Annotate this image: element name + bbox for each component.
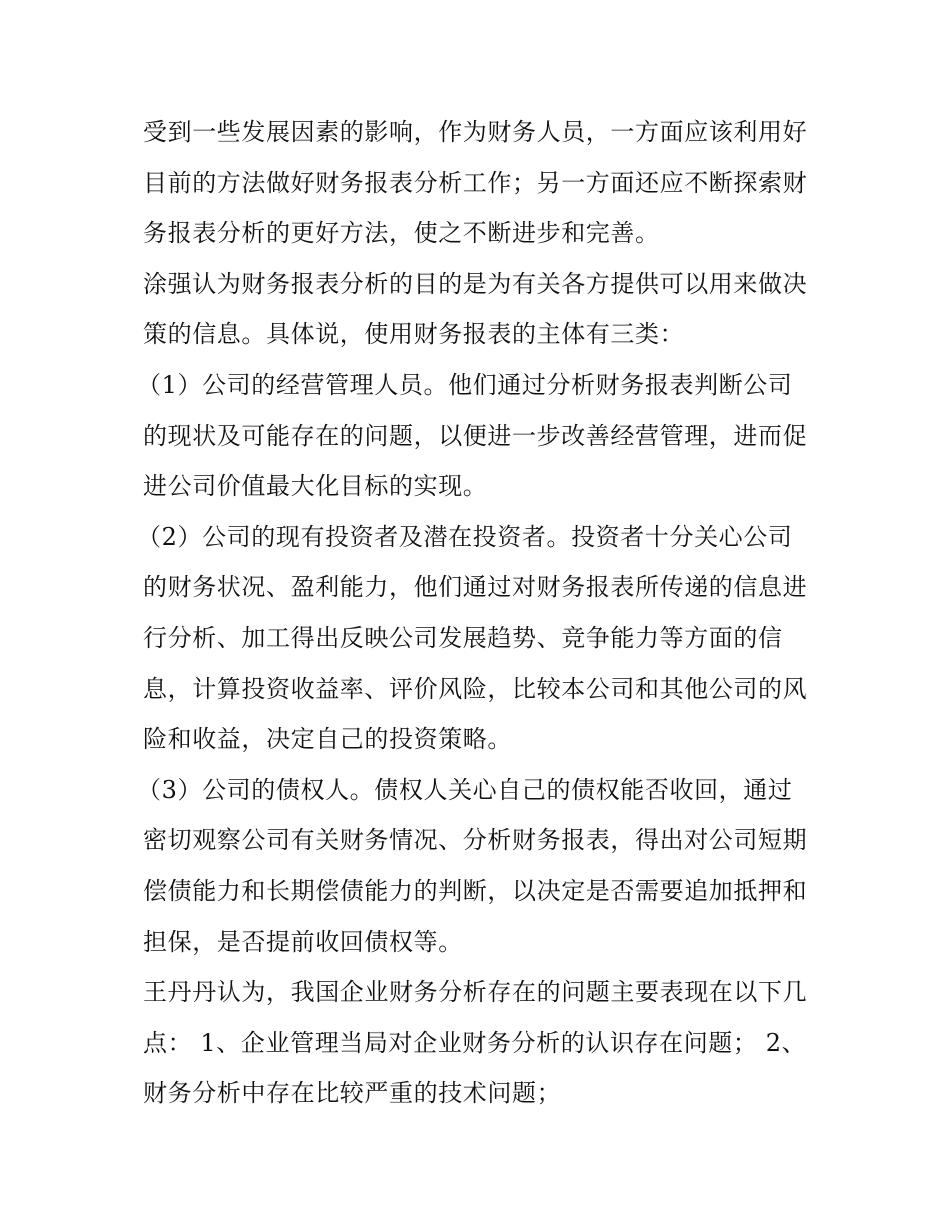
text-line: （3）公司的债权人。债权人关心自己的债权能否收回，通过 [137,775,793,804]
text-line: 策的信息。具体说，使用财务报表的主体有三类： [143,320,685,349]
paragraph-item-2-investors [137,512,813,765]
text-line: 目前的方法做好财务报表分析工作；另一方面还应不断探索财 [143,168,808,197]
text-line: 密切观察公司有关财务情况、分析财务报表，得出对公司短期 [143,826,808,855]
text-line: 偿债能力和长期偿债能力的判断，以决定是否需要追加抵押和 [143,876,808,905]
text-line: 务报表分析的更好方法，使之不断进步和完善。 [143,219,660,248]
text-line: 点： 1、企业管理当局对企业财务分析的认识存在问题； 2、 [143,1028,807,1057]
paragraph-item-1-management [137,360,813,512]
text-line: 进公司价值最大化目标的实现。 [143,472,488,501]
text-line: 的财务状况、盈利能力，他们通过对财务报表所传递的信息进 [143,573,808,602]
text-line: 财务分析中存在比较严重的技术问题； [143,1079,562,1108]
paragraph-item-3-creditors [137,765,813,967]
paragraph-development-factors [143,107,813,259]
text-line: 的现状及可能存在的问题，以便进一步改善经营管理，进而促 [143,421,808,450]
text-line: （2）公司的现有投资者及潜在投资者。投资者十分关心公司 [137,522,793,551]
document-body [137,107,813,1119]
text-line: 王丹丹认为，我国企业财务分析存在的问题主要表现在以下几 [143,978,808,1007]
paragraph-tuqiang-purpose [143,259,813,360]
text-line: 涂强认为财务报表分析的目的是为有关各方提供可以用来做决 [143,269,808,298]
text-line: （1）公司的经营管理人员。他们通过分析财务报表判断公司 [137,370,793,399]
text-line: 息，计算投资收益率、评价风险，比较本公司和其他公司的风 [143,674,808,703]
text-line: 受到一些发展因素的影响，作为财务人员，一方面应该利用好 [143,118,808,146]
text-line: 行分析、加工得出反映公司发展趋势、竞争能力等方面的信 [143,623,783,652]
text-line: 险和收益，决定自己的投资策略。 [143,725,512,754]
paragraph-wangdandan-issues [143,967,813,1119]
text-line: 担保，是否提前收回债权等。 [143,927,463,956]
